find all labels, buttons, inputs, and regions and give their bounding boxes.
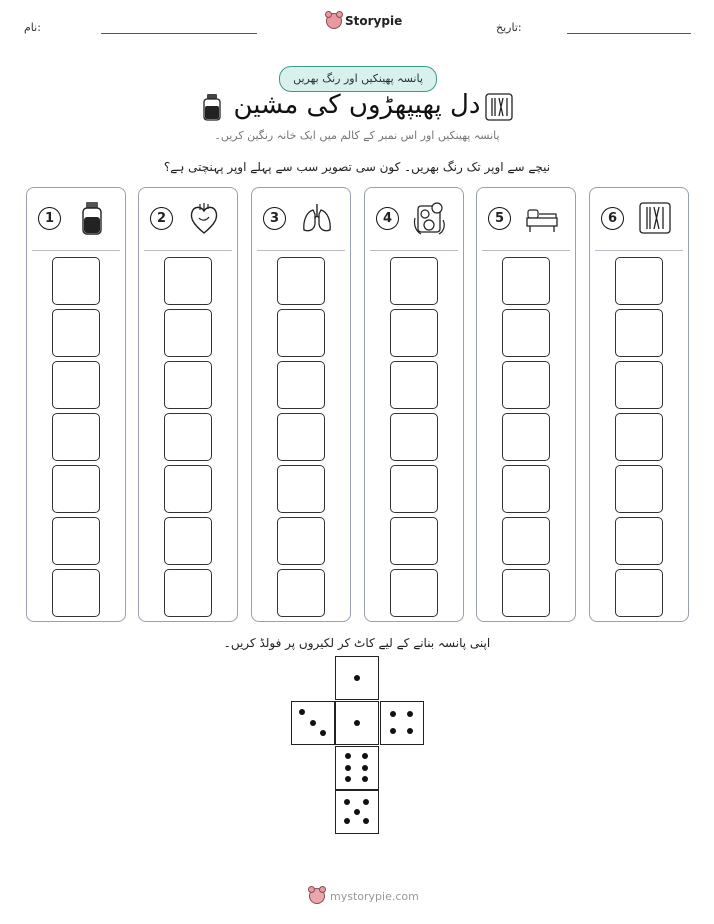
color-box[interactable] (52, 569, 100, 617)
color-box[interactable] (164, 569, 212, 617)
name-label: نام: (24, 21, 41, 34)
brand-logo (326, 13, 402, 29)
dice-pip (362, 765, 368, 771)
color-box[interactable] (277, 517, 325, 565)
hospital-bed-icon (525, 200, 559, 236)
color-box[interactable] (277, 309, 325, 357)
column-number: 2 (150, 207, 173, 230)
dice-pip (344, 818, 350, 824)
color-box[interactable] (615, 309, 663, 357)
surgical-tools-icon (638, 200, 672, 236)
dice-pip (390, 711, 396, 717)
dice-pip (354, 720, 360, 726)
column-4 (364, 187, 464, 622)
color-box[interactable] (502, 517, 550, 565)
lungs-icon (300, 200, 334, 236)
color-box[interactable] (615, 569, 663, 617)
color-box[interactable] (502, 569, 550, 617)
bear-icon (309, 888, 325, 904)
color-box[interactable] (164, 465, 212, 513)
color-box[interactable] (390, 309, 438, 357)
divider (144, 250, 232, 251)
column-number: 1 (38, 207, 61, 230)
color-box[interactable] (390, 413, 438, 461)
color-box[interactable] (164, 413, 212, 461)
dice-pip (345, 765, 351, 771)
color-box[interactable] (615, 361, 663, 409)
color-box[interactable] (52, 413, 100, 461)
color-box[interactable] (615, 257, 663, 305)
divider (482, 250, 570, 251)
fold-instruction: اپنی پانسہ بنانے کے لیے کاٹ کر لکیروں پر فولڈ کریں۔ (223, 636, 491, 650)
title-text: دل پھیپھڑوں کی مشین (233, 90, 481, 120)
color-box[interactable] (277, 465, 325, 513)
color-box[interactable] (502, 465, 550, 513)
dice-pip (390, 728, 396, 734)
color-box[interactable] (164, 361, 212, 409)
divider (370, 250, 458, 251)
color-box[interactable] (277, 361, 325, 409)
color-box[interactable] (277, 257, 325, 305)
heart-icon (187, 200, 221, 236)
dice-pip (320, 730, 326, 736)
color-box[interactable] (52, 361, 100, 409)
name-line[interactable] (101, 33, 257, 34)
color-box[interactable] (615, 413, 663, 461)
color-box[interactable] (615, 465, 663, 513)
column-6 (589, 187, 689, 622)
color-box[interactable] (52, 257, 100, 305)
color-box[interactable] (390, 361, 438, 409)
dice-pip (354, 809, 360, 815)
column-2 (138, 187, 238, 622)
color-box[interactable] (390, 257, 438, 305)
column-number: 4 (376, 207, 399, 230)
color-box[interactable] (164, 517, 212, 565)
color-box[interactable] (502, 257, 550, 305)
color-box[interactable] (502, 309, 550, 357)
date-line[interactable] (567, 33, 691, 34)
dice-face-6 (335, 746, 379, 790)
medicine-vial-icon (202, 92, 222, 122)
divider (257, 250, 345, 251)
color-box[interactable] (164, 257, 212, 305)
bear-icon (326, 13, 342, 29)
dice-pip (363, 799, 369, 805)
dice-pip (407, 711, 413, 717)
column-5 (476, 187, 576, 622)
dice-pip (310, 720, 316, 726)
color-box[interactable] (52, 309, 100, 357)
color-box[interactable] (164, 309, 212, 357)
dice-pip (345, 753, 351, 759)
footer (309, 888, 419, 904)
color-box[interactable] (277, 569, 325, 617)
color-box[interactable] (277, 413, 325, 461)
dice-face-5 (335, 790, 379, 834)
question-prompt: نیچے سے اوپر تک رنگ بھریں۔ کون سی تصویر سب سے پہلے اوپر پہنچتی ہے؟ (163, 160, 551, 174)
activity-tag: پانسہ پھینکیں اور رنگ بھریں (279, 66, 437, 92)
dice-face-3 (291, 701, 335, 745)
dice-pip (362, 753, 368, 759)
column-1 (26, 187, 126, 622)
divider (32, 250, 120, 251)
color-box[interactable] (502, 413, 550, 461)
color-box[interactable] (52, 465, 100, 513)
page-title (0, 90, 714, 120)
dice-face-1 (335, 656, 379, 700)
instructions: پانسہ پھینکیں اور اس نمبر کے کالم میں ایک خانہ رنگین کریں۔ (214, 129, 500, 142)
column-3 (251, 187, 351, 622)
color-box[interactable] (615, 517, 663, 565)
color-box[interactable] (52, 517, 100, 565)
dice-pip (345, 776, 351, 782)
brand-name: Storypie (345, 14, 403, 28)
footer-site[interactable]: mystorypie.com (330, 889, 419, 903)
dice-pip (344, 799, 350, 805)
medicine-vial-icon (75, 200, 109, 236)
color-box[interactable] (390, 569, 438, 617)
dice-pip (362, 776, 368, 782)
heart-lung-machine-icon (413, 200, 447, 236)
dice-pip (407, 728, 413, 734)
color-box[interactable] (390, 517, 438, 565)
column-number: 5 (488, 207, 511, 230)
dice-pip (299, 709, 305, 715)
dice-pip (354, 675, 360, 681)
color-box[interactable] (502, 361, 550, 409)
divider (595, 250, 683, 251)
column-number: 3 (263, 207, 286, 230)
surgical-tools-icon (484, 92, 514, 122)
color-box[interactable] (390, 465, 438, 513)
dice-face-4 (380, 701, 424, 745)
column-number: 6 (601, 207, 624, 230)
date-label: تاریخ: (496, 21, 522, 34)
dice-face-1 (335, 701, 379, 745)
dice-pip (363, 818, 369, 824)
